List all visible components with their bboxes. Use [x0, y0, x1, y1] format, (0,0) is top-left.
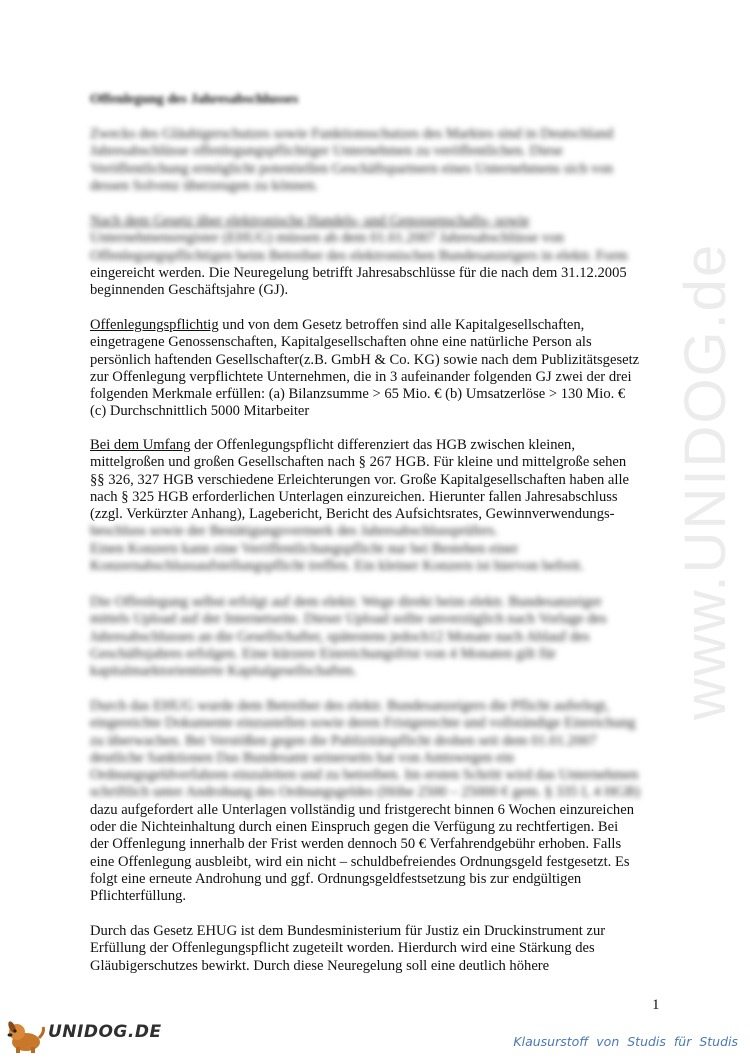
text-line: eine Offenlegung ausbleibt, wird ein nicht – schuldbefreiendes Ordnungsgeld festgesetzt. Es: [90, 853, 630, 870]
text-line: mittelgroßen und großen Gesellschaften nach § 267 HGB. Für kleine und mittelgroße sehen: [90, 454, 627, 471]
text-line: schriftlich unter Androhung des Ordnungsgeldes (Höhe 2500 – 25000 € gem. § 335 I, 4 HGB): [90, 784, 641, 801]
text-line: Offenlegungspflichtigen beim Betreiber des elektronischen Bundesanzeigers in elektr. Form: [90, 247, 628, 264]
text-line: persönlich haftenden Gesellschafter(z.B. GmbH & Co. KG) sowie nach dem Publizitätsgesetz: [90, 351, 640, 368]
text-line: dazu aufgefordert alle Unterlagen vollständig und fristgerecht binnen 6 Wochen einzureichen: [90, 801, 634, 818]
line-rest: und von dem Gesetz betroffen sind alle Kapitalgesellschaften,: [218, 317, 585, 333]
text-line: Konzernabschlussaufstellungspflicht treffen. Ein kleiner Konzern ist hiervon befreit.: [90, 558, 584, 575]
paragraph-fazit: [90, 923, 665, 975]
text-line: Zwecks des Gläubigerschutzes sowie Funktionsschutzes des Marktes sind in Deutschland: [90, 126, 614, 142]
page-number: 1: [652, 997, 660, 1013]
text-line: Pflichterfüllung.: [90, 888, 187, 905]
text-line: (c) Durchschnittlich 5000 Mitarbeiter: [90, 403, 310, 420]
text-line: (zzgl. Verkürzter Anhang), Lagebericht, Bericht des Aufsichtsrates, Gewinnverwendungs-: [90, 506, 615, 523]
text-line: Veröffentlichung ermöglicht potentiellen Geschäftspartnern eines Unternehmens sich von: [90, 160, 613, 177]
dog-icon: [4, 1018, 46, 1054]
unidog-logo: [4, 1018, 164, 1054]
text-line: eingereichte Dokumente einzustellen sowie deren Fristgerechte und vollständige Einreichung: [90, 715, 636, 732]
text-line: eingereicht werden. Die Neuregelung betrifft Jahresabschlüsse für die nach dem 31.12.2005: [90, 264, 627, 281]
text-line: Durch das EHUG wurde dem Betreiber des elektr. Bundesanzeigers die Pflicht auferlegt,: [90, 698, 610, 714]
text-line: Einen Konzern kann eine Veröffentlichungspflicht nur bei Bestehen einer: [90, 540, 519, 557]
paragraph-offenlegungspflicht: [90, 317, 665, 421]
text-line: Unternehmensregister (EHUG) müssen ab dem 01.01.2007 Jahresabschlüsse von: [90, 230, 564, 247]
text-line: Geschäftsjahres erfolgen. Eine kürzere Einreichungsfrist von 4 Monaten gilt für: [90, 645, 557, 662]
logo-text: UNIDOG.DE: [48, 1022, 162, 1042]
text-line: nach § 325 HGB erforderlichen Unterlagen einzureichen. Hierunter fallen Jahresabschluss: [90, 488, 618, 505]
text-line: beginnenden Geschäftsjahre (GJ).: [90, 282, 289, 299]
term-offenlegungspflichtig: Offenlegungspflichtig: [90, 317, 219, 333]
text-line: beschluss sowie der Bestätigungsvermerk des Jahresabschlussprüfers.: [90, 523, 498, 540]
paragraph-ehug: [90, 213, 665, 299]
text-line: Jahresabschlüsse offenlegungspflichtiger Unternehmen zu veröffentlichen. Diese: [90, 143, 563, 160]
text-line: [90, 317, 665, 334]
text-line: [90, 437, 665, 454]
text-line: Ordnungsgeldverfahren einzuleiten und zu betreiben. Im ersten Schritt wird das Unternehmen: [90, 767, 639, 784]
footer-slogan: Klausurstoff von Studis für Studis: [513, 1034, 738, 1049]
text-line: deutliche Sanktionen Das Bundesamt seinerseits hat von Amtswegen ein: [90, 749, 514, 766]
text-line: mittels Upload auf der Internetseite. Dieser Upload sollte unverzüglich nach Vorlage des: [90, 611, 607, 628]
text-line: §§ 326, 327 HGB verschiedene Erleichterungen vor. Große Kapitalgesellschaften haben alle: [90, 471, 629, 488]
text-line: zur Offenlegung verpflichtete Unternehmen, die in 3 aufeinander folgenden GJ zwei der drei: [90, 368, 632, 385]
text-line: Nach dem Gesetz über elektronische Handels- und Genossenschafts- sowie: [90, 213, 530, 229]
paragraph-umfang: [90, 437, 665, 575]
term-umfang: Bei dem Umfang: [90, 437, 191, 453]
paragraph-sanktionen: [90, 698, 665, 906]
text-line: Jahresabschlusses an die Gesellschafter, spätestens jedoch12 Monate nach Ablauf des: [90, 628, 590, 645]
text-line: Gläubigerschutzes bewirkt. Durch diese Neuregelung soll eine deutlich höhere: [90, 957, 550, 974]
text-line: eingetragene Genossenschaften, Kapitalgesellschaften ohne eine natürliche Person als: [90, 334, 592, 351]
text-line: folgt eine erneute Androhung und ggf. Ordnungsgeldfestsetzung bis zur endgültigen: [90, 870, 582, 887]
document-heading: Offenlegung des Jahresabschlusses: [90, 92, 299, 107]
text-line: dessen Solvenz überzeugen zu können.: [90, 177, 319, 194]
text-line: folgenden Merkmale erfüllen: (a) Bilanzsumme > 65 Mio. € (b) Umsatzerlöse > 130 Mio. €: [90, 386, 626, 403]
text-line: oder die Nichteinhaltung durch einen Einspruch gegen die Verfügung zu rechtfertigen. Bei: [90, 819, 619, 836]
text-line: Durch das Gesetz EHUG ist dem Bundesministerium für Justiz ein Druckinstrument zur: [90, 923, 606, 939]
text-line: kapitalmarktorientierte Kapitalgesellschaften.: [90, 663, 357, 680]
text-line: Erfüllung der Offenlegungspflicht zugeteilt worden. Hierdurch wird eine Stärkung des: [90, 940, 595, 957]
line-rest: der Offenlegungspflicht differenziert das HGB zwischen kleinen,: [190, 437, 575, 453]
paragraph-offenlegung-selbst: [90, 594, 665, 680]
text-line: der Offenlegung innerhalb der Frist werden dennoch 50 € Verfahrendgebühr erhoben. Falls: [90, 836, 622, 853]
watermark: www.UNIDOG.de: [673, 242, 738, 720]
paragraph-intro: [90, 126, 665, 195]
text-line: Die Offenlegung selbst erfolgt auf dem elektr. Wege direkt beim elektr. Bundesanzeiger: [90, 594, 602, 610]
text-line: zu überwachen. Bei Verstößen gegen die Publizitätspflicht drohen seit dem 01.01.2007: [90, 732, 597, 749]
